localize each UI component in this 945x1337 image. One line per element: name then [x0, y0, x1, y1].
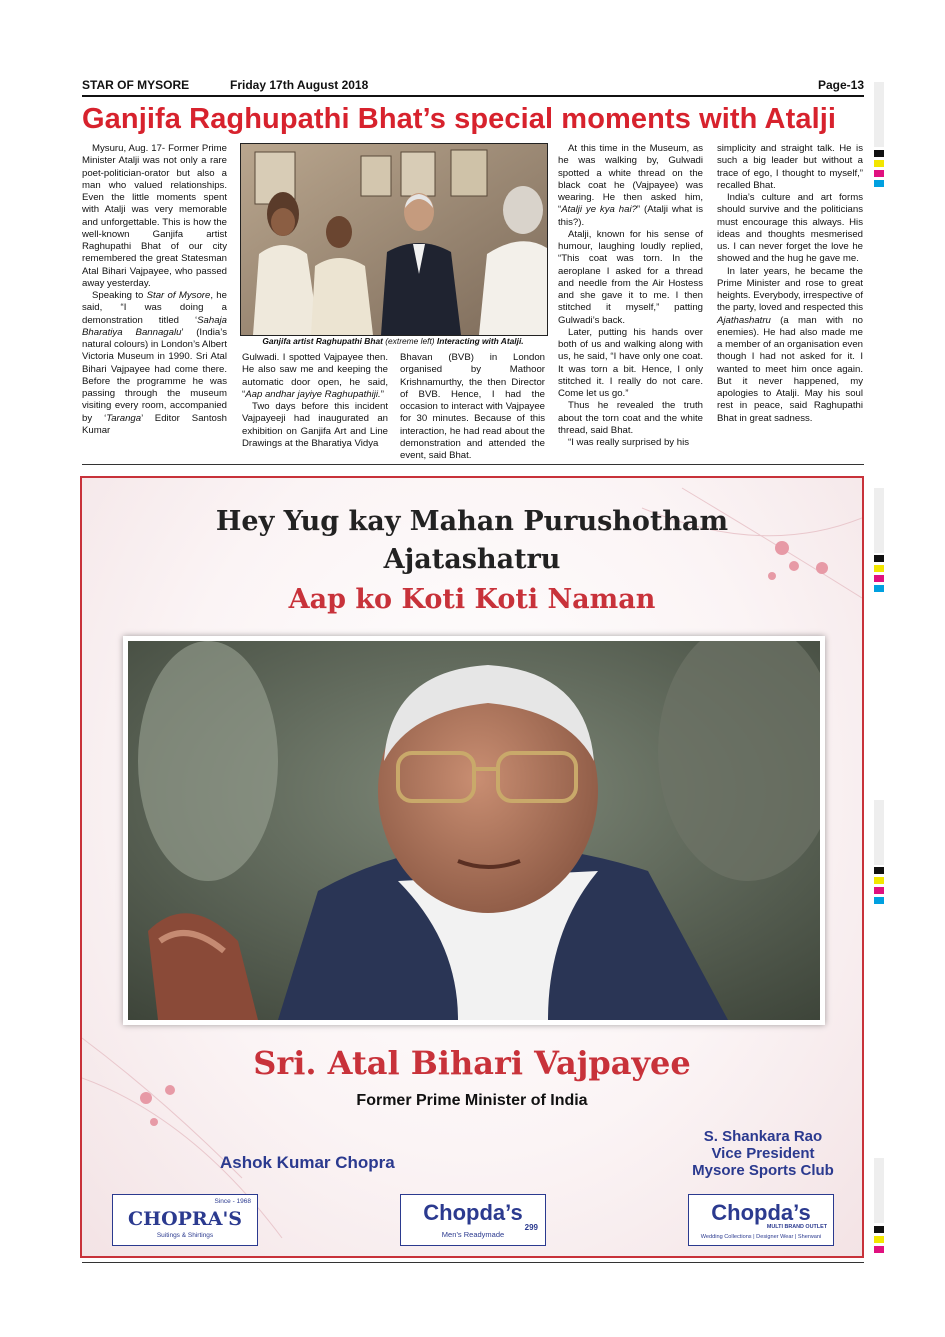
article-column-4 — [717, 143, 863, 425]
sponsor-name: Ashok Kumar Chopra — [220, 1153, 395, 1172]
article-divider — [82, 464, 864, 465]
article-column-3 — [558, 143, 703, 449]
article-headline: Ganjifa Raghupathi Bhat’s special moments with Atalji — [82, 103, 837, 135]
logo-tagline: Men’s Readymade — [441, 1230, 505, 1239]
logo-mark: Chopda’s — [711, 1200, 811, 1225]
registration-swatch — [874, 1236, 884, 1243]
registration-swatch — [874, 555, 884, 562]
logo-mark: Chopda’s — [423, 1200, 523, 1225]
registration-swatch — [874, 160, 884, 167]
article-photo — [240, 143, 548, 336]
registration-bar — [874, 1158, 884, 1223]
photo-illustration — [241, 144, 547, 335]
registration-bar — [874, 488, 884, 553]
registration-swatch — [874, 150, 884, 157]
page-number: Page-13 — [817, 78, 864, 92]
portrait-photo — [128, 641, 820, 1020]
logo-since: Since - 1968 — [214, 1198, 251, 1205]
tribute-role: Former Prime Minister of India — [356, 1092, 588, 1109]
registration-swatch — [874, 180, 884, 187]
registration-swatch — [874, 887, 884, 894]
logo-mark: CHOPRA'S — [128, 1208, 242, 1230]
paragraph: In later years, he became the Prime Minister and rose to great heights. Everybody, irrespective of the party, loved and respected this Ajathashatru (a man with no enemies). He had also made me a member of an organisation even though I had not asked for it. I wanted to meet him once again. But it never happened, my apologies to Atalji. May his soul rest in peace, said Raghupathi Bhat in great sadness. — [717, 265, 863, 424]
paragraph: Two days before this incident Vajpayeeji had inaugurated an exhibition on Ganjifa Art and Line Drawings at the Bharatiya Vidya — [242, 401, 388, 449]
paragraph: simplicity and straight talk. He is such a big leader but without a trace of ego, I thought to myself,” recalled Bhat. — [717, 143, 863, 191]
masthead-rule — [82, 95, 864, 97]
article-column-1 — [82, 143, 227, 437]
paragraph: Later, putting his hands over both of us and walking along with us, he said, “I have only one coat. It was torn a bit. Hence, I only stitched it. I really do not care. Come let us go.” — [558, 326, 703, 399]
logo-tagline: Wedding Collections | Designer Wear | Sherwani — [700, 1234, 822, 1240]
paragraph: “I was really surprised by his — [568, 437, 690, 448]
article-column-2a — [242, 352, 388, 450]
tribute-line-3: Aap ko Koti Koti Naman — [288, 584, 656, 615]
registration-swatch — [874, 1226, 884, 1233]
registration-swatch — [874, 565, 884, 572]
chopras-logo — [112, 1194, 258, 1246]
sponsor-person: S. Shankara Rao — [703, 1128, 823, 1145]
registration-bar — [874, 800, 884, 865]
logo-number: 299 — [524, 1223, 538, 1232]
sponsor-block — [678, 1128, 848, 1179]
paragraph: Gulwadi. I spotted Vajpayee then. He also saw me and keeping the automatic door open, he said, “Aap andhar jayiye Raghupathiji.” — [242, 352, 388, 400]
paragraph: At this time in the Museum, as he was walking by, Gulwadi spotted a white thread on the black coat he (Vajpayee) was wearing. He then asked him, “Atalji ye kya hai?” (Atalji what is this?). — [558, 143, 703, 228]
masthead — [82, 78, 864, 94]
paragraph: Mysuru, Aug. 17- Former Prime Minister Atalji was not only a rare poet-politician-orator but also a man who valued relationships. Even the little moments spent with Atalji was very memorable and unforgettable. This is how the well-known Ganjifa artist Raghupathi Bhat of our city remembered the great Statesman Atal Bihari Vajpayee, who passed away yesterday. — [82, 143, 227, 289]
chopdas-readymade-logo — [400, 1194, 546, 1246]
tribute-line-2: Ajatashatru — [383, 544, 561, 575]
issue-date: Friday 17th August 2018 — [230, 78, 369, 92]
registration-swatch — [874, 170, 884, 177]
chopdas-outlet-logo — [688, 1194, 834, 1246]
registration-swatch — [874, 585, 884, 592]
paper-name: STAR OF MYSORE — [82, 78, 190, 92]
sponsor-org: Mysore Sports Club — [692, 1162, 834, 1179]
paragraph: Bhavan (BVB) in London organised by Mathoor Krishnamurthy, the then Director of BVB. Hence, I had the occasion to interact with Vajpayee for 30 minutes. Because of this interaction, he had read about the demonstration and attended the event, said Bhat. — [400, 352, 545, 461]
page-bottom-rule — [82, 1262, 864, 1263]
registration-swatch — [874, 877, 884, 884]
registration-swatch — [874, 897, 884, 904]
registration-swatch — [874, 867, 884, 874]
portrait-frame — [123, 636, 825, 1025]
tribute-line-1: Hey Yug kay Mahan Purushotham — [215, 506, 729, 537]
portrait-illustration — [128, 641, 820, 1020]
logo-subtitle: MULTI BRAND OUTLET — [766, 1224, 827, 1230]
tribute-name: Sri. Atal Bihari Vajpayee — [253, 1044, 691, 1082]
registration-swatch — [874, 575, 884, 582]
logo-tagline: Suitings & Shirtings — [156, 1232, 214, 1239]
sponsor-title: Vice President — [711, 1145, 815, 1162]
registration-swatch — [874, 1246, 884, 1253]
tribute-advertisement — [80, 476, 864, 1258]
paragraph: Speaking to Star of Mysore, he said, “I was doing a demonstration titled ‘Sahaja Bharatiya Bannagalu’ (India’s natural colours) in London’s Albert Victoria Museum in 1990. Sri Atal Bihari Vajpayee had come there. Before the programme he was passing through the museum visiting every room, accompanied by ‘Taranga’ Editor Santosh Kumar — [82, 290, 228, 436]
article-column-2b — [400, 352, 545, 462]
paragraph: Atalji, known for his sense of humour, laughing loudly replied, “This coat was torn. In the aeroplane I asked for a thread and needle from the Air Hostess and she gave it to me. I then stitched it myself,” patting Gulwadi’s back. — [558, 228, 703, 326]
registration-bar — [874, 82, 884, 147]
paragraph: Thus he revealed the truth about the torn coat and the white thread, said Bhat. — [558, 400, 703, 436]
paragraph: India’s culture and art forms should survive and the politicians must encourage this always. His ideas and thoughts mesmerised us. I can never forget the love he showed and the hug he gave me. — [717, 192, 863, 265]
photo-caption: Ganjifa artist Raghupathi Bhat (extreme left) Interacting with Atalji. — [262, 336, 524, 346]
